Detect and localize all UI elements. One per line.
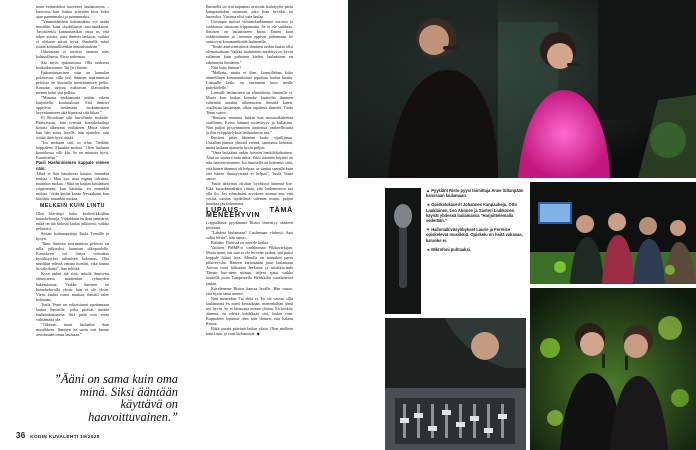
students-on-stage-photo <box>530 182 696 284</box>
body-paragraph: ”Oma laulaääni onkin hirveän henkilökohtainen. Ääni on saatava oma mitta. Siksi ääntään käyttää on niin haavoittuvainen. Jos ihmisellä on kokemus siitä, että hänen äänensä oli kelpaa, se tuntuu samalla kuin että hänen ihmisyytensä ei kelpaa”, Tuula Tenni sanoo. <box>206 150 293 181</box>
body-paragraph: Bahdan. Yhdessä en aravele laulua. <box>211 240 270 246</box>
subheading-melkein-kuin-lintu: MELKEIN KUIN LINTU <box>40 202 105 209</box>
body-paragraph: Linnulle laulaminen on elintärkeää, ihmiselle ei. Mutta kun laulan karaoke kartioilat ihminen vähentää ainakin ulkomuotoa ihmistä kuten, osallistuu laulamaan, alkaa tapahtua ihmeitä, Tuula Tenni sanoo. <box>206 89 293 115</box>
karaoke-singers-photo <box>348 0 696 178</box>
body-paragraph: ”Ihmi ihmisen suurimmista peloista on tulla julkisyksi laumaan ulkopuolelle. Karaokeen voi liittyä voimakas hyväksytyksi tulemisen kokemus. Olet musiikin edessä omana itsenäsi, eikä lauma hyväksilaitiä”, hän selittää. <box>36 241 109 272</box>
body-paragraph: Ihmisellä on siin taipumus arvioida laulutyylin parin kumpaaniskin suomaan, joko liian hyväksi tai huonoksi. Vissinta olisi vain laulaa. <box>206 4 293 20</box>
body-paragraph: Loppuillasta pyydämme Ristoa ilmeistyy saadeen pöytääni. <box>206 219 293 231</box>
caption-2: ◄ Opiskelukaverit Johannes Kanpaaheju, Otto Lauklainen, Leo Ahonen ja Santeri Liukkonen käyvät yhdessä laulamassa ”Harjoittelemalla vedetään.” <box>426 202 517 224</box>
song-lyrics: Tähtä ei ilon hauakessa karaoa, muunkin mokaa. / Muu saa, muu nigaaa cultistaa, muunkin mokaa. / Sikä on kaipaa kiitilaksen yöppomaan, kun käsitäin, ett muunkin mokaa. / ottäa kertaa koaan Nevaahaan, kun käsitäin, muunkin mokaa. <box>36 170 109 201</box>
end-mark: ◆ <box>256 331 260 336</box>
body-paragraph: Niin menenkin. Tai ehkä ei. En ole varma, sillä laulamaani en mieti kertaakaan, menenköhän tämä nyt hyvin. Se ei kiinnosta minua yhtään. En keskity äänensi, en edestä kuulekaan sitä, laulan vain. Kappaleen loputtua olen niin iloinen, että halaan Ristoa. <box>206 295 293 326</box>
caption-1: ▲ Pyykiänt Risto pyysi toimittaja Anne Siltanpään kanssaan laulamaan. <box>426 188 524 199</box>
body-paragraph: ”Ymmärtämisen kokemuksia voi saada musiikin kuin täydellisesti suorittaakseen. Tavoitteeksi kannattaisikin ottaa se, että tekee asioita, joita ihmiset laulavat, vaikka ei olekaan niissä hyvä. Ihmisellä mäsä riittää kohtuullisenkin ominaisuuksin.” <box>36 19 109 50</box>
magazine-name: KODIN KUVALEHTI <box>30 435 79 440</box>
body-paragraph: ”Minusta mokaamista pitäisi oikein harjoitella, koulutuksiin. Että ihmiset oppisivat sietämään mokaamiseen keyentamiseen tätä hipeässä sitä liikaa.” <box>36 94 109 115</box>
caption-3: ▼ Hallonaikiväsyöbykset Laurie ja Ferreice opiskelevat musiikkiä. Opiskelu on heitä vakavaa, karaoke ei. <box>426 227 523 243</box>
body-paragraph: ”Ihmisen muuttuu lääkin kun musiaaikaleensa värillinen. Koiva hämmä torinviiyyy ja kirkastuu. Niin paljon pystyimmeten tunnettua, omkeellisiutta ja ilon ryöppätelyksiä laulamisesta saa.” <box>206 115 293 136</box>
mixer-illustration <box>385 318 526 450</box>
body-paragraph: Ihmisen pitää lähteneä laulu- sijoilljansa. Uskallan pianoa ylmistä eteenä, tammetta kehtaan, mutta kukaan ajattaeta hyvin paljon. <box>206 135 293 151</box>
body-paragraph: ”Jos mokaan sitä, so what. Tiedätte kappaleen. Muutkin mokaa.” Olen laulanut karaokessa villi kin. Se on minusta hyvä. Kaunistelee.” <box>36 140 109 161</box>
subheading-lupaus: LUPAUS: TÄMÄ MENEEHYVIN <box>206 206 293 219</box>
body-paragraph: Saa myös epäonnistua. Olla rauhassa keskinkertainen. Tai (ei) huono. <box>36 59 109 70</box>
body-paragraph: Käveleneme Riston kanssa lavalle. Hän sanoo, että hyvin tämä menee. <box>206 285 293 296</box>
caption-4: ◄ Mikrofoni puhtaaksi. <box>426 246 471 252</box>
students-illustration <box>530 182 696 284</box>
microphone-cleaning-photo <box>385 188 421 314</box>
body-paragraph: Niin kuin lintuun? <box>211 64 242 70</box>
body-paragraph: El Risiokaan silti hurvilnsen mokaile. Päinvastoin, hän tvemaa karaokelauluja kotona alkerranti etukäteen. Mutta sitten kun hän astuu lavalle, hän ajattelee, että riittää ihan hyvä riittää. <box>36 115 109 141</box>
body-paragraph: Olen kiertänyt koko keskiviikkoillan karaokebaarja. Viidakkain en ihan ymmärrä, mikä on tää tärkeää laulaa julkisesti, vaikka pelottaisi. <box>36 210 109 232</box>
body-paragraph: Soitan laulunopettaja Tuula Tennille ja kysyn. <box>36 231 109 242</box>
body-paragraph: Tuula Tenni on erikoistunut opettamaan laulua ihmisille, jotka pitävät itseään lauluaadottomina. Sitä pitää uusi erant välttämättä ole. <box>36 301 109 322</box>
body-paragraph: ”Ilman äänivienistimiä ihminen tuskin laulaa olisi olemassakaan. Vaikka laulamisen merkitys on hyvin erilainen kuin puhuisen kielen, laulaminen on rakennettu ihmiseen.” <box>206 44 293 65</box>
pull-quote: ”Ääni on sama kuin oma minä. Siksi ääntään käyttävä on haavoittuvainen.” <box>54 372 178 424</box>
article-column-1 <box>36 4 109 370</box>
song-intro-line: Pauli Hashinniemen kappale menee näin: <box>36 160 109 171</box>
body-paragraph: ”Melkein, mutta ei ihan. Linnuillehan koko ääneellinen kommunikointi tapahtuu laulun kautta. Linnuille laulu on enemmän kuin meille puhekielelle.” <box>206 69 293 90</box>
body-paragraph: Valitsen PMMP:n vanhimman Pikkuvarkijan. Mutta muut, eni saat se ole hirveän vaikea, sitä paitsi kappale liittää lava. Minulla on muunkin paras piikovs-tilat. Häneen karaoaaaan juuri laulamaan Auwaa tuori kiihtaaaa herkusta ja mitätkin.mdö Tämän huo-neen minun, teljeni ajatsi vaikka keskellä joota Tampereella Helekkilin suoalaisessa jankin. <box>206 245 293 286</box>
couple-illustration <box>530 288 696 450</box>
closing-sentence: Ehkä jonain päivänä laulan yksin. Olen melkein kuin lintu, ja värit kirkastuvat. <box>206 325 293 336</box>
photo-captions <box>426 188 526 256</box>
body-paragraph: ”Oikeasti moni laulaakin ihan mustikkein. Ihmisen on usein tosi huono arvioimaan omaa lauluaan.” <box>36 321 109 337</box>
page-number: 36 <box>16 431 26 440</box>
body-paragraph: Tuula tärkeintä olisikin hyväksyä äänensä itse. Eikä karaokemakaksi riittää, että laulamisessa saa olla ilo. Jos ryhmänäni arvokeen monua sen, että yrittää tuottaa täydellistä tulemaa mutta, paljon hauskaa jää kokematta. <box>206 180 293 206</box>
body-paragraph: Useimpia meistä voisimelaulaamme autossa ja suihkussa, tanssona trippumatta. Se ei ole suittinaa. Ihmisen on laulamiseen luotu. Ennen kuin osäättiniimme ja –tuimme oppivat puhumaan, he saattoivat kommunikoida laulamalla. <box>206 19 293 45</box>
issue-number: 19/2025 <box>80 435 100 440</box>
body-paragraph <box>206 326 293 336</box>
sound-mixer-photo <box>385 318 526 450</box>
article-column-2 <box>206 4 293 430</box>
body-paragraph: Epäonnistumisen vain on kamalan pelottavaa, sillä (ns) ihmisen suurimmista peloista on kuvitella menettämisen pelko. Karaoke tarjoaa mahtavan tilaisuuden mennä kohti sitä pelkoa. <box>36 69 109 95</box>
couple-singing-photo <box>530 288 696 450</box>
body-paragraph: naan esimerkiksi kuorossa laulamisesta – kuorossa kun laulua yritetään hioa koko ajan paremmaksi ja paremmaksi. <box>36 4 109 20</box>
page-folio <box>16 431 100 440</box>
body-paragraph: Kysn onkin tää siitä, miiolä ihmisemi ohimittessa muutenkin ryhmyden hakemisenia. Vaikka ihmisen on karaokelavalla yksin, hän ei ole yksin. Vieisi laulua osnot muikaa, ihmisil ralee kehiaaan. <box>36 271 109 302</box>
microphone-illustration <box>385 188 421 314</box>
body-paragraph: ”Lähdetä laulamaan? Laulemaan yhdessä. Saat valita biisin”, hän sanoo. <box>206 230 293 241</box>
body-paragraph: Oikeastaan ei tarvitse ominaa edes kohtuullisesti, Risto tarkentaa. <box>36 49 109 60</box>
karaoke-singers-illustration <box>348 0 696 178</box>
